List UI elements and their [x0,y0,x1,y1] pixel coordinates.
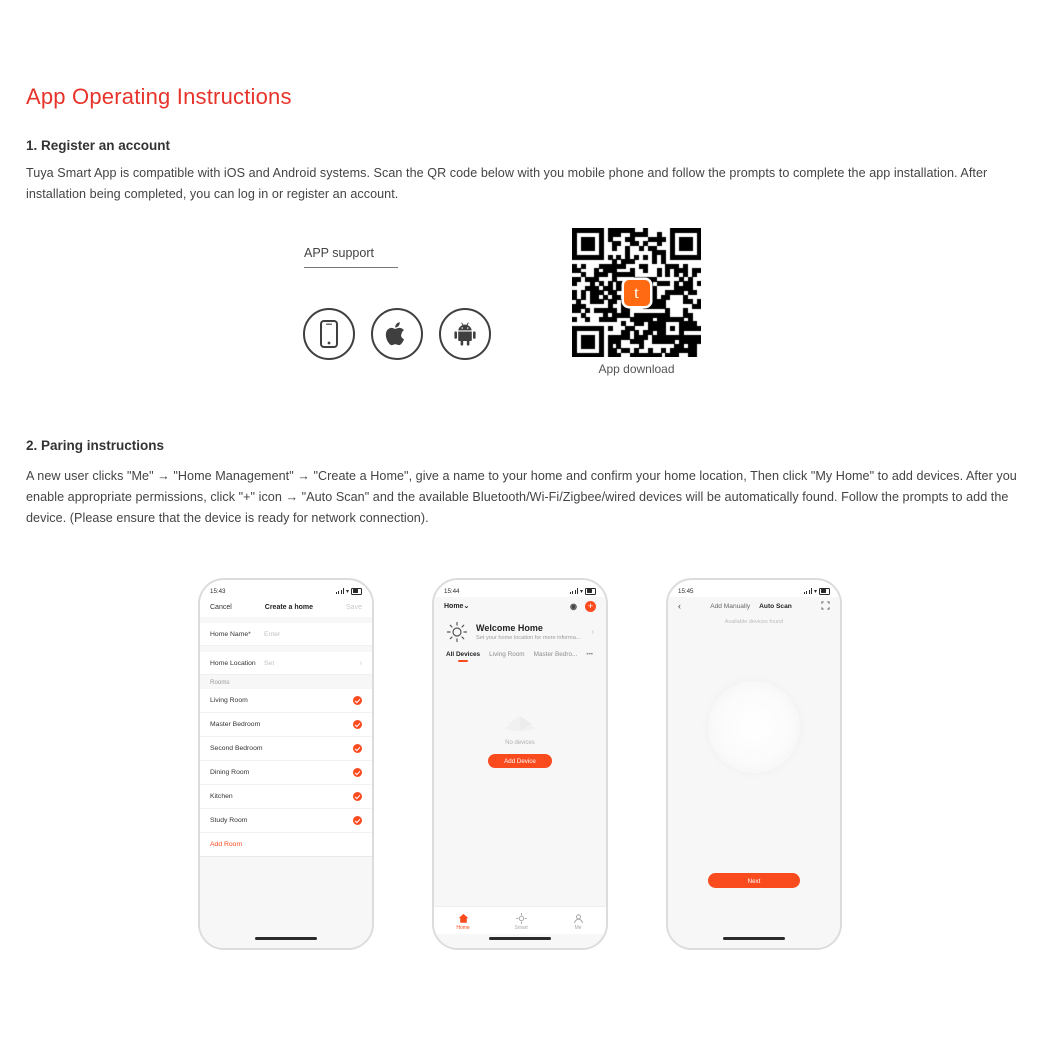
tab-master-bedroom[interactable]: Master Bedro... [533,651,578,658]
signal-icon [570,588,578,594]
next-button[interactable]: Next [708,873,800,888]
tab-smart[interactable] [514,913,527,931]
phone3-navbar [668,597,840,615]
room-label: Master Bedroom [210,721,261,728]
check-icon[interactable] [353,744,362,753]
wifi-icon: ▾ [813,588,817,595]
chevron-right-icon: › [359,659,362,667]
tab-all-devices[interactable]: All Devices [446,651,481,658]
status-bar [434,585,606,597]
check-icon[interactable] [353,696,362,705]
home-name-label: Home Name* [210,630,251,638]
status-time: 15:45 [678,587,694,595]
tab-more-icon[interactable]: ••• [586,651,594,658]
status-bar [668,585,840,597]
signal-icon [336,588,344,594]
add-device-button[interactable]: Add Device [488,754,552,768]
room-row[interactable] [200,761,372,785]
phone2-header [434,597,606,615]
phone3-screen [668,597,840,948]
room-row[interactable] [200,689,372,713]
available-devices-hint: Available devices found [724,619,784,625]
room-label: Kitchen [210,793,233,800]
tab-auto-scan[interactable]: Auto Scan [759,602,792,610]
home-location-label: Home Location [210,659,256,667]
phone-mockup-create-home [198,578,374,950]
tab-me-label: Me [574,924,582,931]
room-row[interactable] [200,785,372,809]
qr-code [572,228,701,357]
tuya-logo-icon: t [624,280,650,306]
cancel-button[interactable]: Cancel [210,603,232,611]
platform-icons [303,308,491,364]
home-location-field[interactable] [200,652,372,675]
android-icon [439,308,491,360]
room-row[interactable] [200,713,372,737]
room-tabs [434,645,606,658]
bottom-tab-bar [434,906,606,934]
smart-icon [514,913,527,925]
room-label: Study Room [210,817,248,824]
welcome-subtitle: Set your home location for more informa... [476,635,581,641]
room-row[interactable] [200,809,372,833]
phone1-screen [200,597,372,948]
home-indicator [255,937,317,940]
section-body-register: Tuya Smart App is compatible with iOS and Android systems. Scan the QR code below with you mobile phone and follow the prompts to complete the app installation. After installation being completed, you can log in or register an account. [26,166,988,201]
home-indicator [723,937,785,940]
home-selector[interactable] [444,602,469,610]
phone2-screen [434,597,606,948]
weather-sun-icon [446,621,468,643]
home-location-value[interactable]: Set [264,659,275,667]
no-devices-illustration [496,704,544,734]
welcome-title: Welcome Home [476,623,543,633]
home-icon [456,913,469,925]
check-icon[interactable] [353,792,362,801]
check-icon[interactable] [353,720,362,729]
phone-mockup-auto-scan [666,578,842,950]
check-icon[interactable] [353,816,362,825]
back-button[interactable]: ‹ [678,601,681,611]
chevron-down-icon: ⌄ [463,603,470,610]
home-indicator [489,937,551,940]
signal-icon [804,588,812,594]
tab-home[interactable] [456,913,469,931]
tab-smart-label: Smart [514,924,528,931]
scan-radar-animation [708,681,800,773]
apple-icon [371,308,423,360]
voice-icon[interactable]: ◉ [570,601,577,611]
page-title: App Operating Instructions [26,84,292,109]
tab-home-label: Home [456,924,470,931]
home-name-input[interactable]: Enter [264,630,281,638]
qr-caption: App download [598,362,675,376]
tab-living-room[interactable]: Living Room [489,651,525,658]
tab-add-manually[interactable]: Add Manually [710,602,751,610]
empty-state [434,704,606,768]
phone-mockup-home [432,578,608,950]
home-name-field[interactable] [200,623,372,646]
room-row[interactable] [200,737,372,761]
status-bar [200,585,372,597]
phone1-title: Create a home [264,603,314,611]
section-heading-pairing: 2. Paring instructions [26,438,165,453]
room-label: Second Bedroom [210,745,263,752]
section-body-pairing: A new user clicks "Me" → "Home Management" → "Create a Home", give a name to your home and confirm your home location, Then click "My Home" to add devices. After you enable appropriate permissions, click "+" icon → "Auto Scan" and the available Bluetooth/Wi-Fi/Zigbee/wired devices will be automatically found. Follow the prompts to add the device. (Please ensure that the device is ready for network connection). [26,469,1017,525]
phone1-navbar [200,597,372,617]
tab-me[interactable] [573,913,584,931]
section-heading-register: 1. Register an account [26,138,171,153]
me-icon [573,913,584,925]
battery-icon [819,588,830,595]
app-support-label: APP support [304,246,374,260]
check-icon[interactable] [353,768,362,777]
app-support-underline [304,267,398,268]
rooms-section-label: Rooms [200,675,372,689]
home-label: Home [444,603,464,610]
no-devices-text: No devices [505,740,535,746]
add-button[interactable]: + [585,601,596,612]
status-time: 15:44 [444,587,460,595]
chevron-right-icon: › [591,628,594,636]
welcome-banner[interactable] [434,615,606,645]
wifi-icon: ▾ [345,588,349,595]
wifi-icon: ▾ [579,588,583,595]
scan-icon[interactable] [821,601,830,612]
save-button[interactable]: Save [346,603,362,611]
status-time: 15:43 [210,587,226,595]
battery-icon [585,588,596,595]
room-label: Living Room [210,697,248,704]
room-label: Dining Room [210,769,250,776]
mobile-phone-icon [303,308,355,360]
add-room-button[interactable]: Add Room [200,833,372,857]
battery-icon [351,588,362,595]
